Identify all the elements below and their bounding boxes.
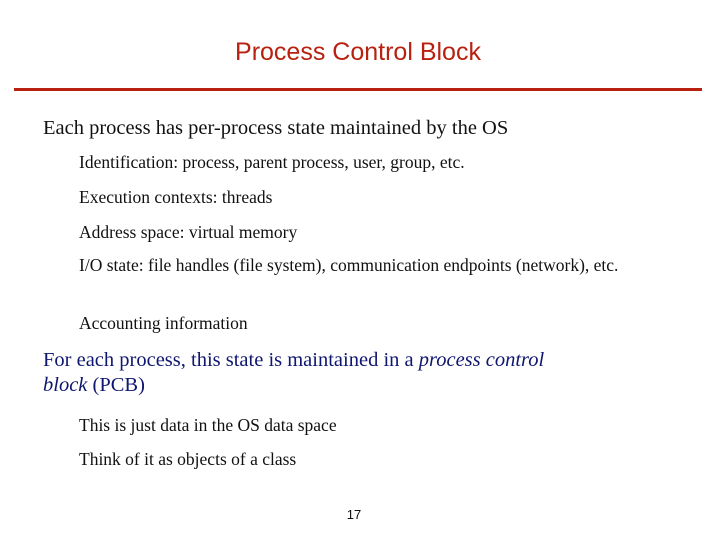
subbullet-identification: Identification: process, parent process, user, group, etc. bbox=[79, 152, 465, 172]
bullet-pcb-prefix: For each process, this state is maintained in a bbox=[43, 349, 419, 371]
subbullet-accounting: Accounting information bbox=[79, 313, 248, 333]
bullet-pcb-suffix: (PCB) bbox=[87, 374, 145, 396]
subbullet-objects-of-class: Think of it as objects of a class bbox=[79, 449, 297, 469]
subbullet-os-data-space: This is just data in the OS data space bbox=[79, 415, 337, 435]
subbullet-address-space: Address space: virtual memory bbox=[79, 222, 298, 242]
bullet-pcb-emphasis: process control bbox=[418, 349, 545, 371]
bullet-pcb-emphasis-block: block bbox=[43, 374, 88, 396]
bullet-per-process-state: Each process has per-process state maintained by the OS bbox=[43, 117, 509, 139]
slide-title: Process Control Block bbox=[235, 38, 481, 66]
title-divider bbox=[14, 88, 702, 91]
bullet-pcb bbox=[43, 348, 544, 398]
page-number: 17 bbox=[346, 507, 362, 522]
subbullet-io-state: I/O state: file handles (file system), communication endpoints (network), etc. bbox=[79, 255, 619, 275]
subbullet-execution-contexts: Execution contexts: threads bbox=[79, 187, 273, 207]
